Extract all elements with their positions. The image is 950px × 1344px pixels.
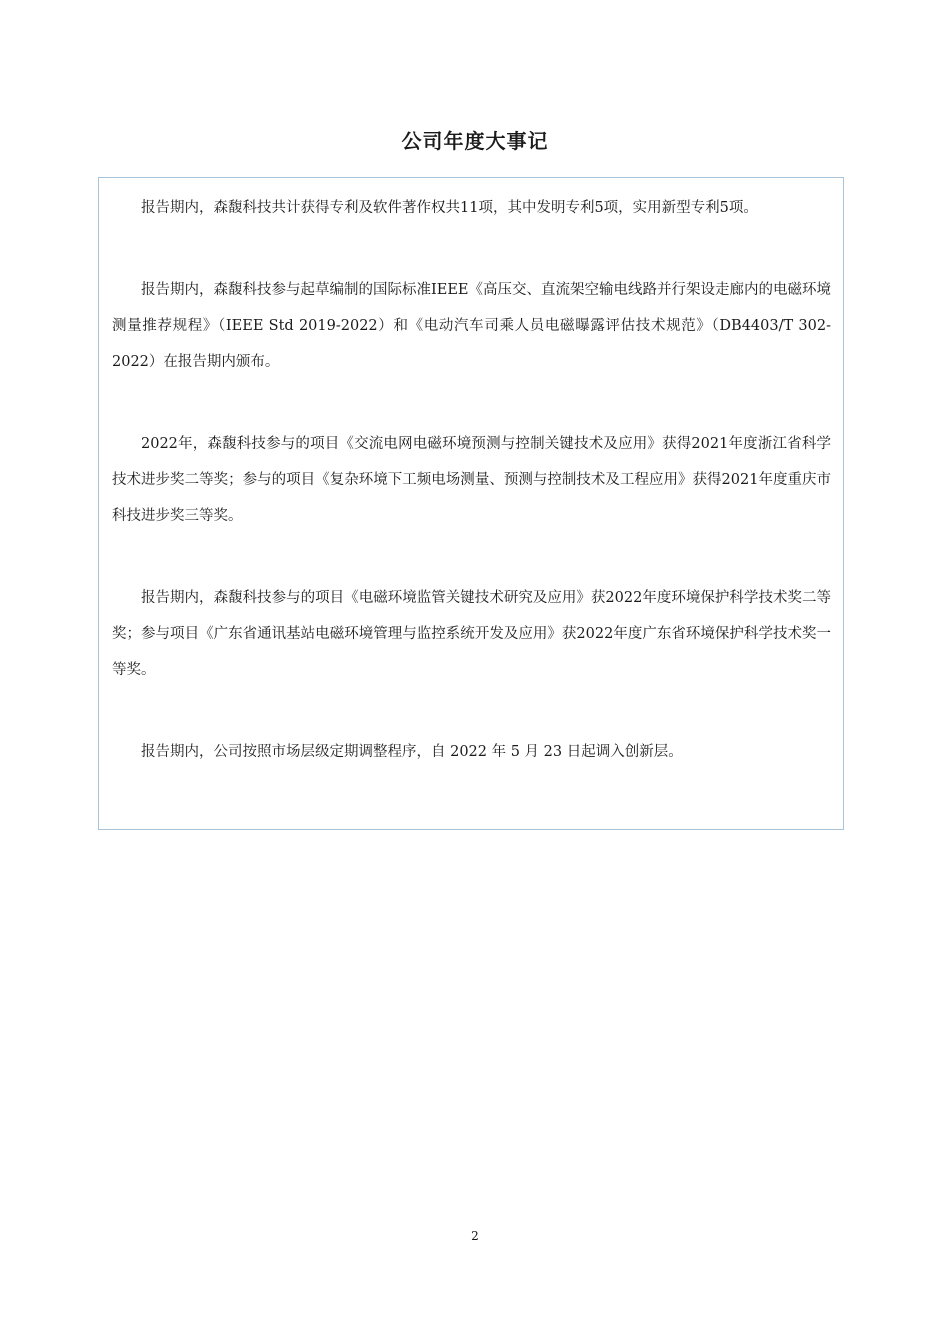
annual-events-box <box>98 177 844 830</box>
event-paragraph-awards-2021: 2022年，森馥科技参与的项目《交流电网电磁环境预测与控制关键技术及应用》获得2021年度浙江省科学技术进步奖二等奖；参与的项目《复杂环境下工频电场测量、预测与控制技术及工程应用》获得2021年度重庆市科技进步奖三等奖。 <box>112 436 831 524</box>
event-paragraph-innovation-tier: 报告期内，公司按照市场层级定期调整程序，自 2022 年 5 月 23 日起调入创新层。 <box>141 744 683 760</box>
event-paragraph-standards: 报告期内，森馥科技参与起草编制的国际标准IEEE《高压交、直流架空输电线路并行架设走廊内的电磁环境测量推荐规程》（IEEE Std 2019-2022）和《电动汽车司乘人员电磁曝露评估技术规范》（DB4403/T 302-2022）在报告期内颁布。 <box>112 282 831 370</box>
event-paragraph-awards-2022: 报告期内，森馥科技参与的项目《电磁环境监管关键技术研究及应用》获2022年度环境保护科学技术奖二等奖；参与项目《广东省通讯基站电磁环境管理与监控系统开发及应用》获2022年度广东省环境保护科学技术奖一等奖。 <box>112 590 831 678</box>
page-number: 2 <box>471 1229 479 1243</box>
page-title: 公司年度大事记 <box>401 129 549 153</box>
event-paragraph-patents: 报告期内，森馥科技共计获得专利及软件著作权共11项，其中发明专利5项，实用新型专利5项。 <box>141 200 758 216</box>
